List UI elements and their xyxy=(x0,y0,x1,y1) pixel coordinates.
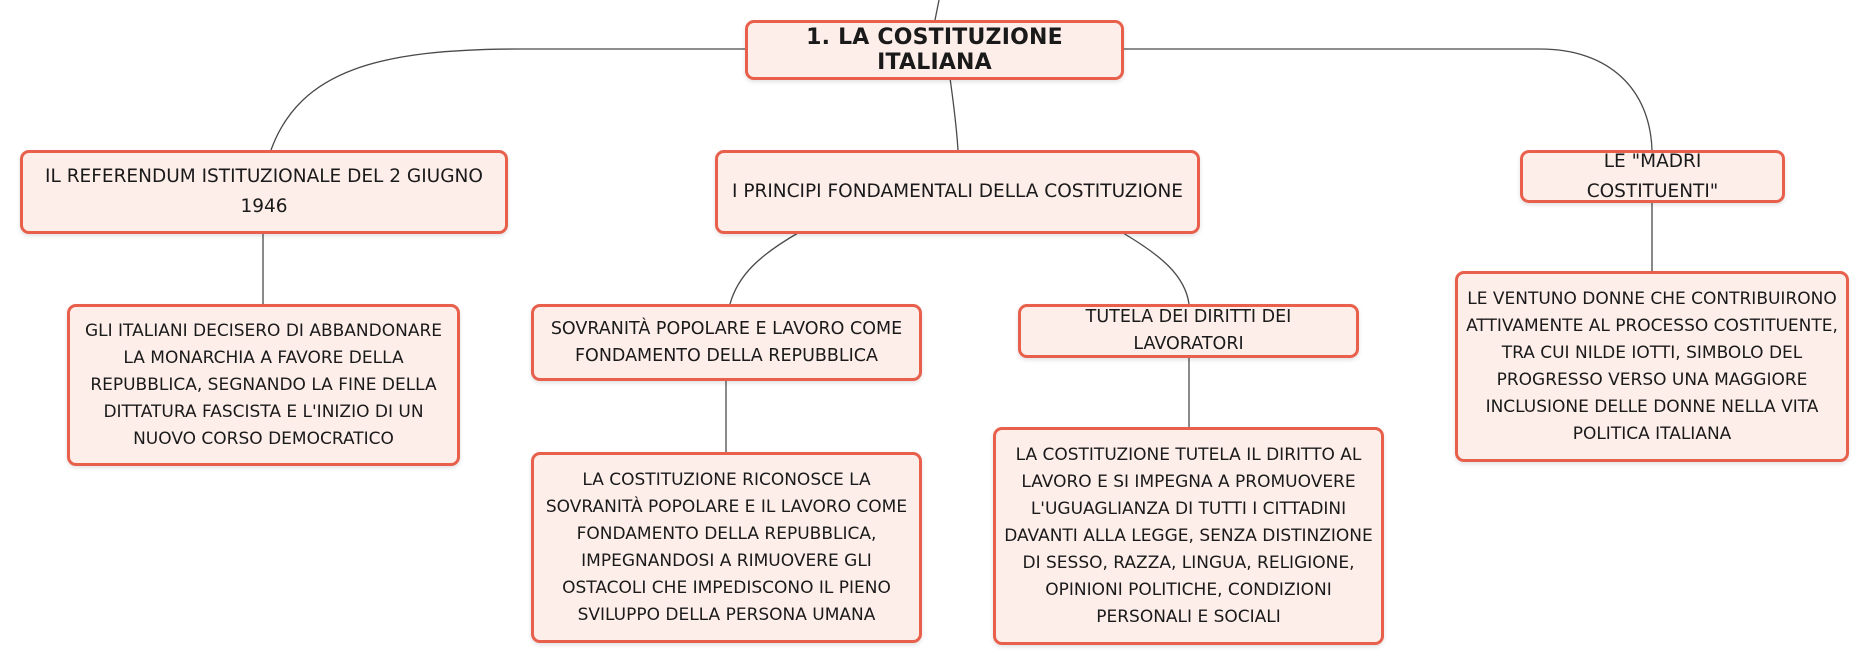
referendum-detail-node[interactable] xyxy=(67,304,460,466)
referendum-topic-label: IL REFERENDUM ISTITUZIONALE DEL 2 GIUGNO 1946 xyxy=(45,166,483,217)
principi-topic-label: I PRINCIPI FONDAMENTALI DELLA COSTITUZIONE xyxy=(732,181,1184,202)
tutela-detail-node[interactable] xyxy=(993,427,1384,645)
root-topic-label: 1. LA COSTITUZIONE ITALIANA xyxy=(806,25,1063,75)
madri-topic-node[interactable] xyxy=(1520,150,1785,203)
root-topic-node[interactable] xyxy=(745,20,1124,80)
referendum-topic-node[interactable] xyxy=(20,150,508,234)
tutela-detail-text: LA COSTITUZIONE TUTELA IL DIRITTO AL LAVORO E SI IMPEGNA A PROMUOVERE L'UGUAGLIANZA DI TUTTI I CITTADINI DAVANTI ALLA LEGGE, SENZA DISTINZIONE DI SESSO, RAZZA, LINGUA, RELIGIONE, OPINIONI POLITICHE, CONDIZIONI PERSONALI E SOCIALI xyxy=(1004,444,1373,627)
connector-root-madri xyxy=(1122,49,1652,150)
sovranita-detail-node[interactable] xyxy=(531,452,922,643)
madri-detail-text: LE VENTUNO DONNE CHE CONTRIBUIRONO ATTIVAMENTE AL PROCESSO COSTITUENTE, TRA CUI NILDE IOTTI, SIMBOLO DEL PROGRESSO VERSO UNA MAGGIORE INCLUSIONE DELLE DONNE NELLA VITA POLITICA ITALIANA xyxy=(1466,288,1838,444)
sovranita-subtopic-node[interactable] xyxy=(531,304,922,381)
referendum-detail-text: GLI ITALIANI DECISERO DI ABBANDONARE LA MONARCHIA A FAVORE DELLA REPUBBLICA, SEGNANDO LA FINE DELLA DITTATURA FASCISTA E L'INIZIO DI UN NUOVO CORSO DEMOCRATICO xyxy=(84,320,443,449)
connector-root-principi xyxy=(950,78,958,150)
tutela-subtopic-node[interactable] xyxy=(1018,304,1359,358)
principi-topic-node[interactable] xyxy=(715,150,1200,234)
madri-topic-label: LE "MADRI COSTITUENTI" xyxy=(1586,150,1719,202)
sovranita-subtopic-label: SOVRANITÀ POPOLARE E LAVORO COME FONDAMENTO DELLA REPUBBLICA xyxy=(550,318,903,366)
connector-principi-tutela xyxy=(1123,233,1189,304)
connector-principi-sovranita xyxy=(730,233,798,304)
connector-root-referendum xyxy=(271,49,745,150)
sovranita-detail-text: LA COSTITUZIONE RICONOSCE LA SOVRANITÀ POPOLARE E IL LAVORO COME FONDAMENTO DELLA REPUBBLICA, IMPEGNANDOSI A RIMUOVERE GLI OSTACOLI CHE IMPEDISCONO IL PIENO SVILUPPO DELLA PERSONA UMANA xyxy=(545,469,908,625)
connector-root-parent xyxy=(935,0,939,20)
madri-detail-node[interactable] xyxy=(1455,271,1849,462)
tutela-subtopic-label: TUTELA DEI DIRITTI DEI LAVORATORI xyxy=(1085,307,1292,354)
